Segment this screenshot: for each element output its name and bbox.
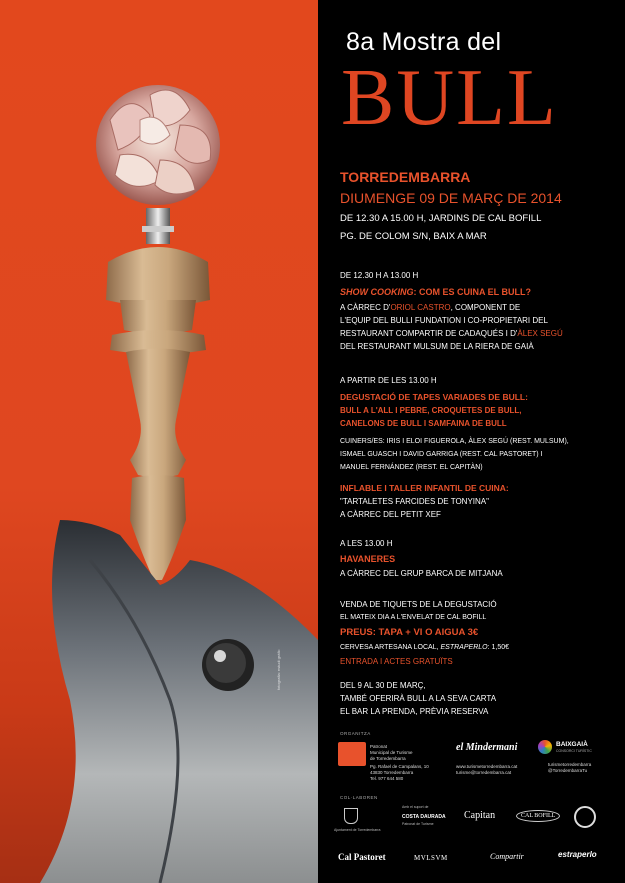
havaneres-title: HAVANERES: [340, 554, 396, 564]
title-line1: 8a Mostra del: [346, 28, 502, 56]
tickets-line2: EL MATEIX DIA A L'ENVELAT DE CAL BOFILL: [340, 614, 487, 621]
show-cooking-time: DE 12.30 H A 13.00 H: [340, 271, 419, 280]
event-address: PG. DE COLOM S/N, BAIX A MAR: [340, 231, 487, 242]
tasting-items-2: CANELONS DE BULL I SAMFAINA DE BULL: [340, 419, 507, 428]
menu-line2: TAMBÉ OFERIRÀ BULL A LA SEVA CARTA: [340, 694, 497, 703]
ajuntament-name: Ajuntament de Torredembarra: [334, 828, 381, 832]
show-cooking-l1-a: A CÀRREC D': [340, 303, 391, 312]
web-2: turisme@torredembarra.cat: [456, 770, 512, 775]
havaneres-time: A LES 13.00 H: [340, 539, 393, 548]
baixgaia-sub: CONSORCI TURÍSTIC: [556, 749, 592, 753]
address-2: 43830 Torredembarra: [370, 770, 414, 775]
menu-line1: DEL 9 AL 30 DE MARÇ,: [340, 681, 426, 690]
kids-title: INFLABLE I TALLER INFANTIL DE CUINA:: [340, 483, 509, 493]
show-cooking-line2: L'EQUIP DEL BULLI FUNDATION I CO-PROPIETARI DEL: [340, 316, 548, 325]
tasting-cooks-1: CUINERS/ES: IRIS I ELOI FIGUEROLA, ÀLEX SEGÚ (REST. MULSUM),: [340, 438, 569, 445]
pepper-grinder: [106, 247, 210, 580]
baixgaia-name: BAIXGAIÀ: [556, 741, 588, 748]
info-panel: [318, 0, 625, 883]
tasting-cooks-2: ISMAEL GUASCH I DAVID GARRIGA (REST. CAL PASTORET) I: [340, 451, 543, 458]
kids-line1: "TARTALETES FARCIDES DE TONYINA": [340, 497, 489, 506]
photo-credit: fotografia: estudi gràfic: [276, 649, 281, 690]
patronat-text: [370, 744, 413, 762]
organitza-label: ORGANITZA: [340, 731, 371, 736]
event-hours: DE 12.30 A 15.00 H, JARDINS DE CAL BOFILL: [340, 213, 542, 224]
calpastoret-logo: Cal Pastoret: [338, 852, 386, 862]
collaboren-label: COL·LABOREN: [340, 795, 378, 800]
tickets-beer-b: ESTRAPERLO: [440, 644, 488, 651]
show-cooking-title-a: SHOW COOKING: [340, 287, 414, 297]
menu-line3: EL BAR LA PRENDA, PRÈVIA RESERVA: [340, 707, 489, 716]
tasting-time: A PARTIR DE LES 13.00 H: [340, 376, 437, 385]
tasting-cooks-3: MANUEL FERNÁNDEZ (REST. EL CAPITÀN): [340, 464, 483, 471]
estraperlo-logo: estraperlo: [558, 850, 597, 859]
patronat-address: [370, 764, 429, 782]
web-links: [456, 764, 517, 776]
web-1: www.turismetorredembarra.cat: [456, 764, 518, 769]
calbofill-logo: CAL BOFILL: [516, 810, 560, 822]
patronat-2: Municipal de Turisme: [370, 750, 413, 755]
tickets-beer-c: : 1,50€: [487, 644, 510, 651]
compartir-logo: Compartir: [490, 852, 524, 861]
patronat-1: Patronat: [370, 744, 388, 749]
social-1: turismetorredembarra: [548, 762, 592, 767]
costa-name: COSTA DAURADA: [402, 814, 446, 820]
show-cooking-l1-c: , COMPONENT DE: [450, 303, 521, 312]
tickets-price: PREUS: TAPA + VI O AIGUA 3€: [340, 627, 479, 638]
patronat-logo: [338, 742, 366, 766]
mulsum-logo: MVLSVM: [414, 854, 448, 862]
social-2: @TorredembarraTu: [548, 768, 588, 773]
patronat-3: de Torredembarra: [370, 756, 406, 761]
show-cooking-chef-1: ORIOL CASTRO: [390, 303, 451, 312]
tasting-items-1: BULL A L'ALL I PEBRE, CROQUETES DE BULL,: [340, 406, 522, 415]
capitan-logo: Capitan: [464, 810, 496, 821]
show-cooking-title: [340, 286, 622, 299]
havaneres-line1: A CÀRREC DEL GRUP BARCA DE MITJANA: [340, 569, 503, 578]
tickets-line1: VENDA DE TIQUETS DE LA DEGUSTACIÓ: [340, 600, 497, 609]
event-date: DIUMENGE 09 DE MARÇ DE 2014: [340, 190, 562, 206]
tasting-title: DEGUSTACIÓ DE TAPES VARIADES DE BULL:: [340, 392, 528, 402]
baixgaia-icon: [538, 740, 552, 754]
garlic-head: [96, 85, 220, 205]
show-cooking-title-b: : COM ES CUINA EL BULL?: [413, 287, 531, 297]
ajuntament-shield-icon: [344, 808, 358, 824]
show-cooking-chef-2: ÀLEX SEGÚ: [517, 329, 563, 338]
social-links: [548, 762, 591, 774]
minderman-logo: el Mindermani: [456, 742, 518, 753]
show-cooking-line1: [340, 302, 622, 315]
address-1: Pg. Rafael de Campalans, 10: [370, 764, 429, 769]
tickets-free: ENTRADA I ACTES GRATUÏTS: [340, 657, 453, 666]
costa-sub: Patronat de Turisme: [402, 822, 434, 826]
show-cooking-line3: [340, 328, 622, 341]
town: TORREDEMBARRA: [340, 169, 471, 185]
show-cooking-line4: DEL RESTAURANT MULSUM DE LA RIERA DE GAIÀ: [340, 342, 534, 351]
round-badge-icon: [574, 806, 596, 828]
title-main: BULL: [341, 54, 558, 142]
show-cooking-l3-a: RESTAURANT COMPARTIR DE CADAQUÉS I D': [340, 329, 518, 338]
kids-line2: A CÀRREC DEL PETIT XEF: [340, 510, 441, 519]
tickets-beer-a: CERVESA ARTESANA LOCAL,: [340, 644, 441, 651]
costa-label: Amb el suport de: [402, 805, 429, 809]
tickets-beer: [340, 642, 622, 655]
address-3: Tel. 977 644 580: [370, 776, 404, 781]
